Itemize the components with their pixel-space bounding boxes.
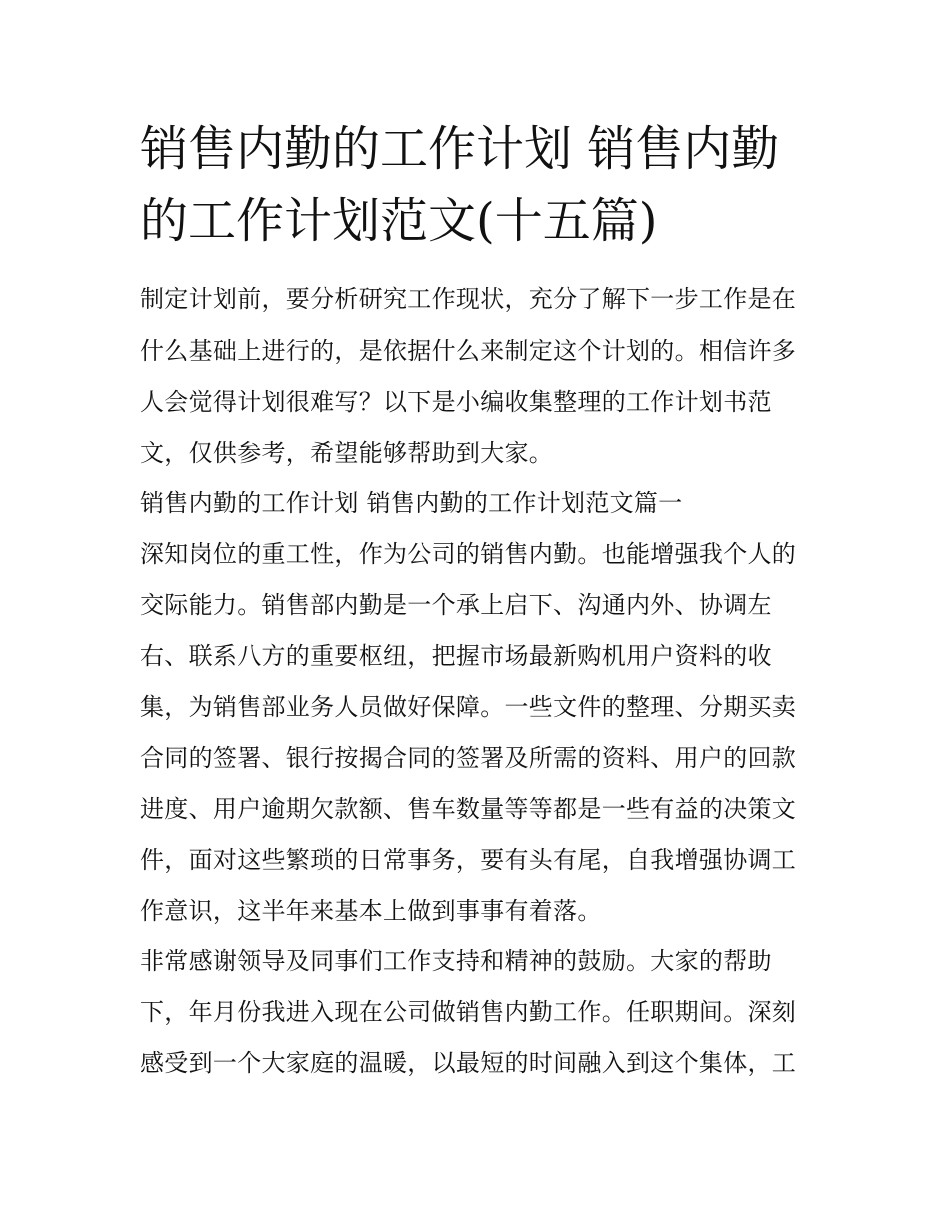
paragraph-line: 人会觉得计划很难写？以下是小编收集整理的工作计划书范	[140, 388, 772, 416]
paragraph-line: 进度、用户逾期欠款额、售车数量等等都是一些有益的决策文	[140, 795, 797, 823]
paragraph-line: 文，仅供参考，希望能够帮助到大家。	[140, 439, 554, 467]
document-title	[140, 113, 820, 257]
paragraph-line: 合同的签署、银行按揭合同的签署及所需的资料、用户的回款	[140, 744, 797, 772]
section-heading: 销售内勤的工作计划 销售内勤的工作计划范文篇一	[140, 489, 683, 517]
title-line: 的工作计划范文(十五篇)	[140, 193, 658, 249]
paragraph-line: 什么基础上进行的，是依据什么来制定这个计划的。相信许多	[140, 337, 797, 365]
paragraph-line: 下，年月份我进入现在公司做销售内勤工作。任职期间。深刻	[140, 998, 797, 1026]
paragraph-line: 感受到一个大家庭的温暖，以最短的时间融入到这个集体，工	[140, 1049, 797, 1077]
paragraph-line: 集，为销售部业务人员做好保障。一些文件的整理、分期买卖	[140, 693, 797, 721]
paragraph-line: 制定计划前，要分析研究工作现状，充分了解下一步工作是在	[140, 285, 797, 313]
paragraph-line: 非常感谢领导及同事们工作支持和精神的鼓励。大家的帮助	[140, 947, 772, 975]
paragraph-line: 作意识，这半年来基本上做到事事有着落。	[140, 897, 602, 925]
paragraph-line: 右、联系八方的重要枢纽，把握市场最新购机用户资料的收	[140, 642, 772, 670]
paragraph-line: 深知岗位的重工性，作为公司的销售内勤。也能增强我个人的	[140, 540, 797, 568]
paragraph-line: 交际能力。销售部内勤是一个承上启下、沟通内外、协调左	[140, 591, 772, 619]
title-line: 销售内勤的工作计划 销售内勤	[140, 121, 780, 177]
paragraph-line: 件，面对这些繁琐的日常事务，要有头有尾，自我增强协调工	[140, 846, 797, 874]
